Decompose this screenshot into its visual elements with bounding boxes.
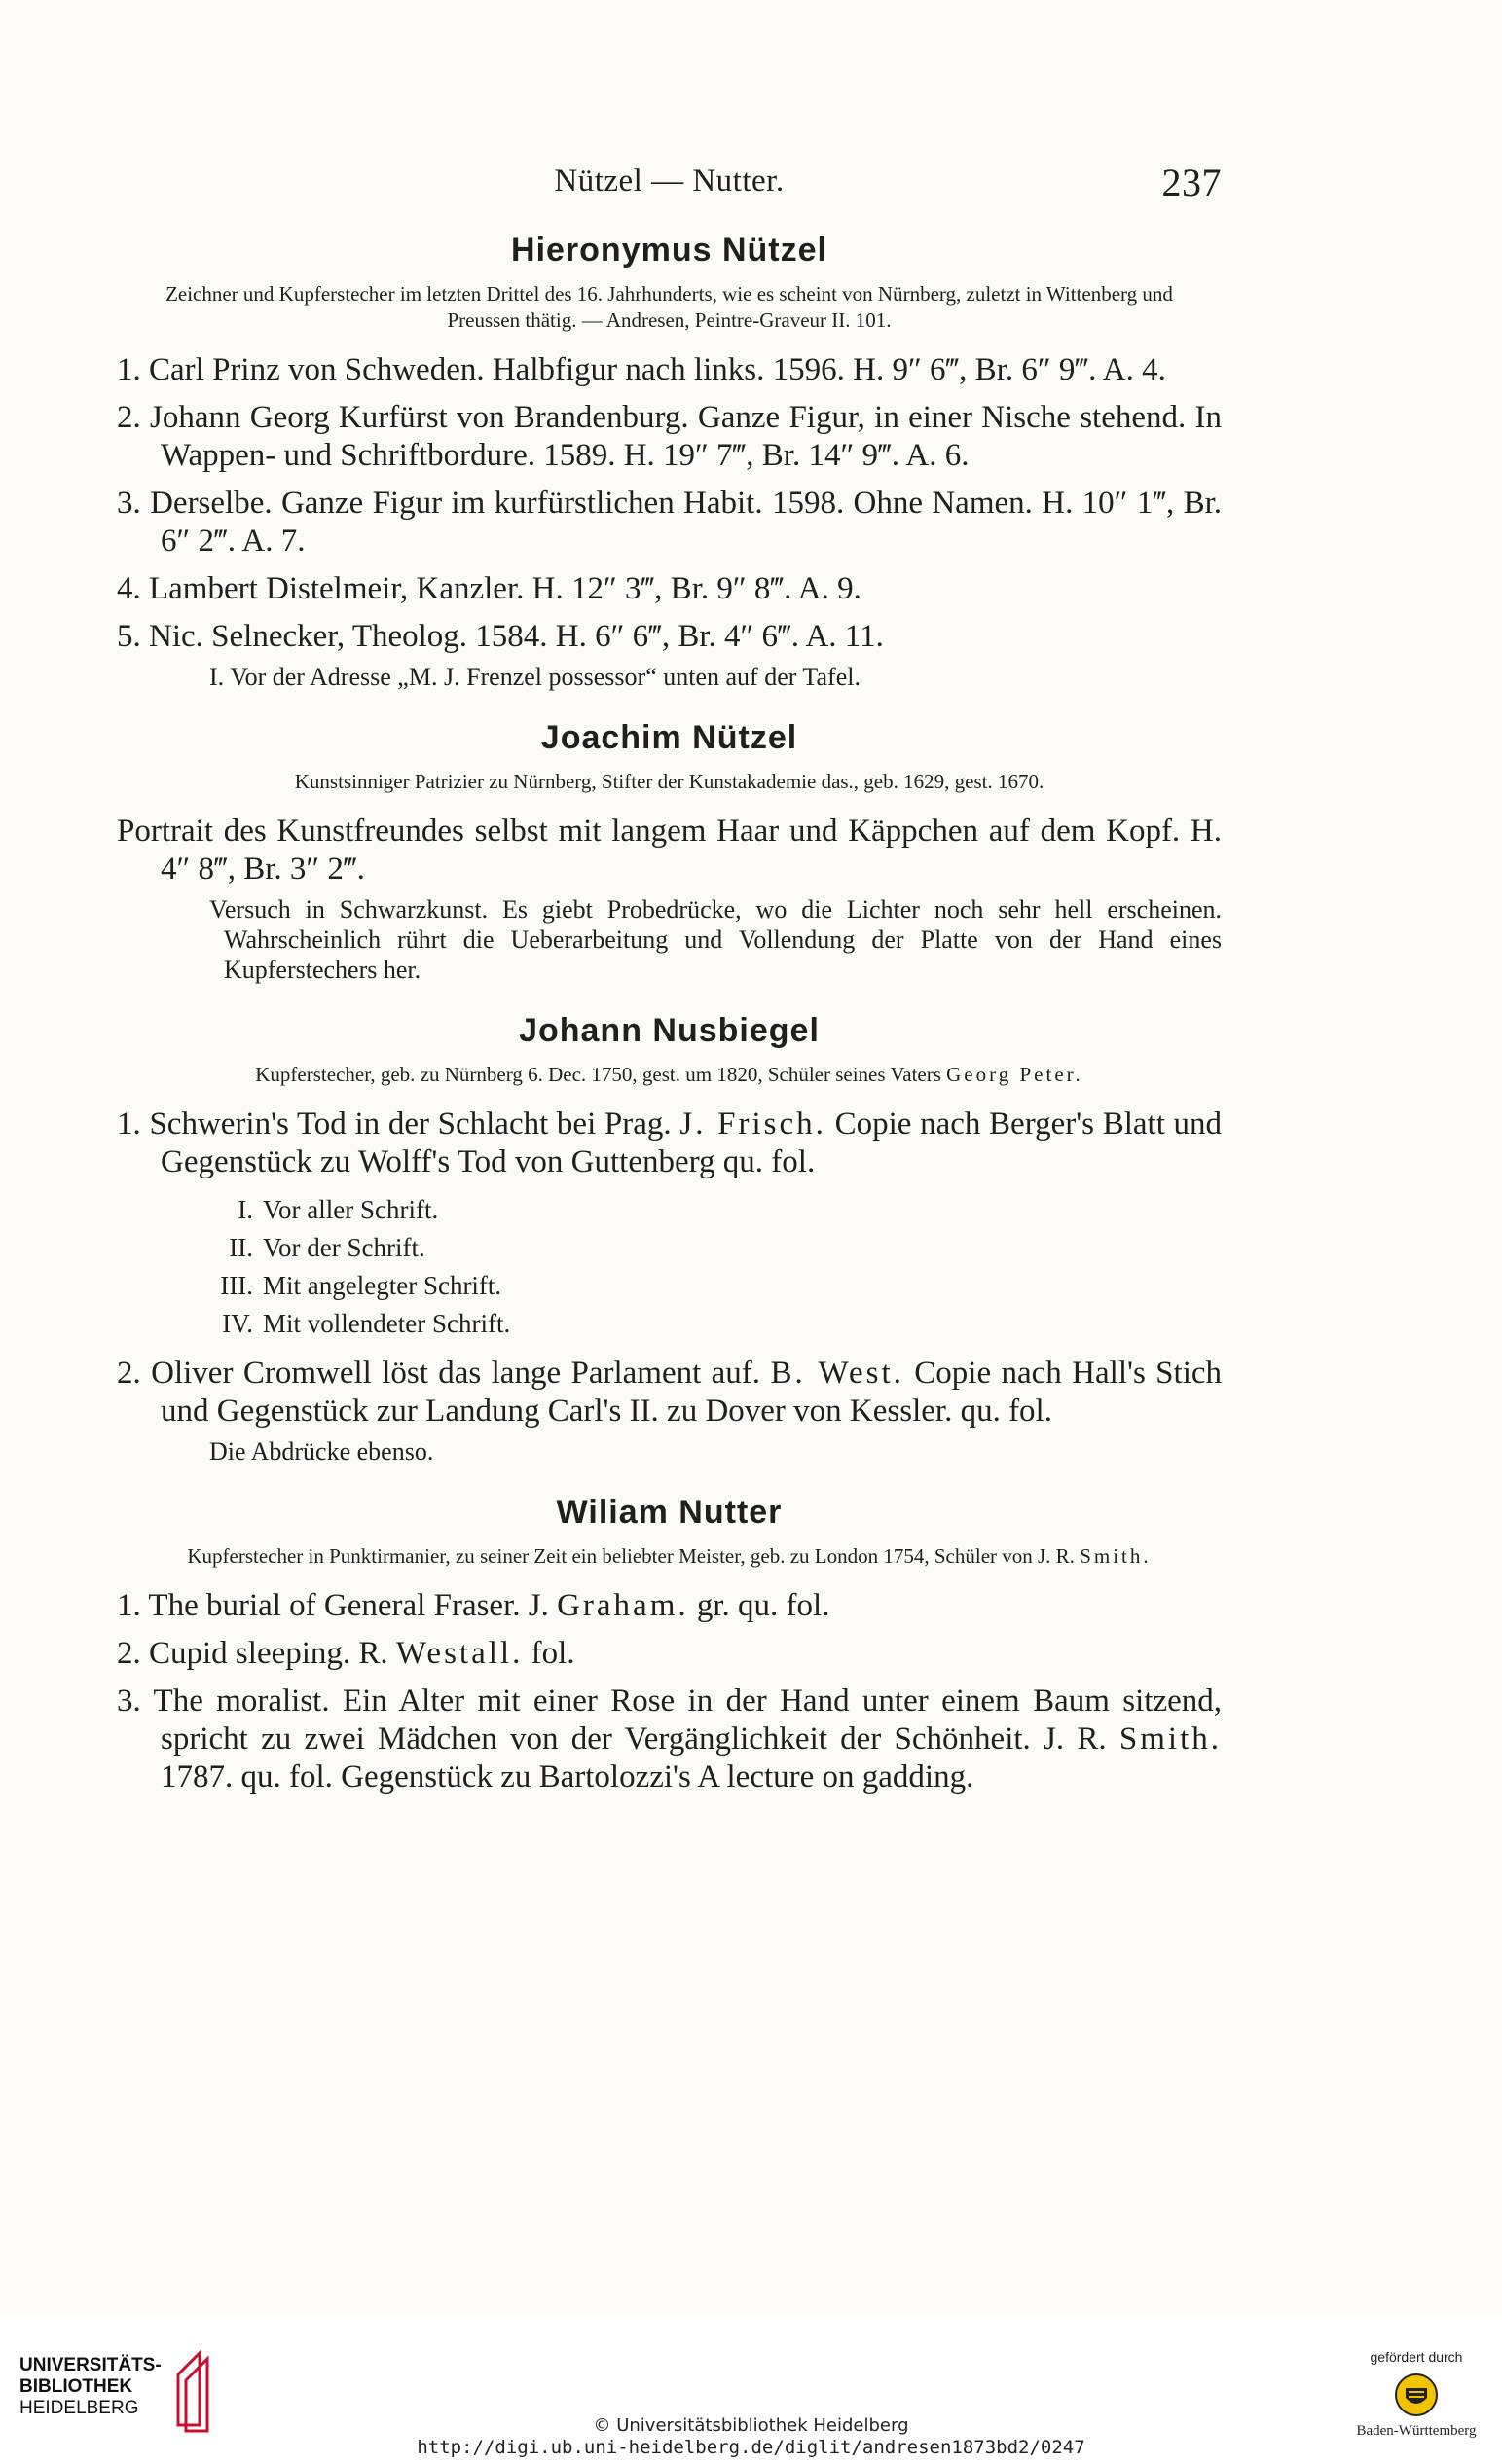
- catalogue-entry: 5. Nic. Selnecker, Theolog. 1584. H. 6″ 6‴, Br. 4″ 6‴. A. 11.: [117, 619, 884, 654]
- artist-name-heading: Joachim Nützel: [540, 719, 798, 756]
- entry-note: Versuch in Schwarzkunst. Es giebt Probedrücke, wo die Lichter noch sehr hell erscheinen. Wahrscheinlich rührt die Ueberarbeitung und Vollendung der Platte von der Hand eines Kupferstechers her.: [209, 895, 1222, 984]
- artist-name-heading: Wiliam Nutter: [556, 1494, 783, 1531]
- catalogue-entry: 3. Derselbe. Ganze Figur im kurfürstlichen Habit. 1598. Ohne Namen. H. 10″ 1‴, Br. 6″ 2‴. A. 7.: [117, 486, 1223, 559]
- artist-biography: Kupferstecher, geb. zu Nürnberg 6. Dec. 1750, gest. um 1820, Schüler seines Vaters Georg Peter.: [255, 1063, 1083, 1086]
- entry-note: Die Abdrücke ebenso.: [209, 1437, 434, 1466]
- state-seal-icon: [1394, 2373, 1439, 2417]
- catalogue-entry: 4. Lambert Distelmeir, Kanzler. H. 12″ 3‴, Br. 9″ 8‴. A. 9.: [117, 571, 861, 606]
- artist-biography: Zeichner und Kupferstecher im letzten Drittel des 16. Jahrhunderts, wie es scheint von Nürnberg, zuletzt in Wittenberg und Preussen thätig. — Andresen, Peintre-Graveur II. 101.: [165, 282, 1173, 332]
- artist-biography: Kupferstecher in Punktirmanier, zu seiner Zeit ein beliebter Meister, geb. zu London 1754, Schüler von J. R. Smith.: [187, 1544, 1152, 1568]
- artist-biography: Kunstsinniger Patrizier zu Nürnberg, Stifter der Kunstakademie das., geb. 1629, gest. 1670.: [294, 770, 1044, 793]
- state-line: IV. Mit vollendeter Schrift.: [222, 1309, 511, 1338]
- state-note: I. Vor der Adresse „M. J. Frenzel possessor“ unten auf der Tafel.: [209, 663, 861, 691]
- sponsor-label: gefördert durch: [1370, 2349, 1463, 2365]
- catalogue-entry: 1. Carl Prinz von Schweden. Halbfigur nach links. 1596. H. 9″ 6‴, Br. 6″ 9‴. A. 4.: [117, 352, 1166, 387]
- sponsor-name: Baden-Württemberg: [1356, 2423, 1477, 2439]
- permalink[interactable]: http://digi.ub.uni-heidelberg.de/diglit/andresen1873bd2/0247: [417, 2437, 1085, 2458]
- artist-name-heading: Hieronymus Nützel: [511, 232, 827, 269]
- catalogue-entry: 2. Johann Georg Kurfürst von Brandenburg. Ganze Figur, in einer Nische stehend. In Wappen- und Schriftbordure. 1589. H. 19″ 7‴, Br. 14″ 9‴. A. 6.: [117, 400, 1223, 473]
- sponsor-block: [1348, 2349, 1484, 2440]
- state-line: II. Vor der Schrift.: [229, 1233, 425, 1262]
- page-header: [117, 146, 1222, 204]
- copyright-notice: © Universitätsbibliothek Heidelberg http://digi.ub.uni-heidelberg.de/diglit/andresen1873bd2/0247: [0, 2415, 1502, 2458]
- digitization-footer: [0, 2316, 1502, 2464]
- catalogue-entry: Portrait des Kunstfreundes selbst mit langem Haar und Käppchen auf dem Kopf. H. 4″ 8‴, Br. 3″ 2‴.: [117, 814, 1222, 887]
- page-content: [117, 146, 1222, 1806]
- library-logo[interactable]: UNIVERSITÄTS- BIBLIOTHEK HEIDELBERG: [19, 2355, 162, 2418]
- running-title: Nützel — Nutter.: [554, 163, 785, 199]
- catalogue-entry: 2. Oliver Cromwell löst das lange Parlament auf. B. West. Copie nach Hall's Stich und Gegenstück zur Landung Carl's II. zu Dover von Kessler. qu. fol.: [117, 1356, 1223, 1429]
- catalogue-entry: 2. Cupid sleeping. R. Westall. fol.: [117, 1636, 575, 1671]
- state-line: III. Mit angelegter Schrift.: [220, 1271, 502, 1300]
- page-number: 237: [1161, 161, 1222, 204]
- catalogue-entry: 1. The burial of General Fraser. J. Graham. gr. qu. fol.: [117, 1588, 830, 1623]
- catalogue-entry: 3. The moralist. Ein Alter mit einer Rose in der Hand unter einem Baum sitzend, spricht zu zwei Mädchen von der Vergänglichkeit der Schönheit. J. R. Smith. 1787. qu. fol. Gegenstück zu Bartolozzi's A lecture on gadding.: [117, 1684, 1223, 1794]
- state-line: I. Vor aller Schrift.: [238, 1195, 439, 1224]
- catalogue-entry: 1. Schwerin's Tod in der Schlacht bei Prag. J. Frisch. Copie nach Berger's Blatt und Gegenstück zu Wolff's Tod von Guttenberg qu. fol.: [117, 1106, 1223, 1179]
- artist-name-heading: Johann Nusbiegel: [519, 1012, 820, 1049]
